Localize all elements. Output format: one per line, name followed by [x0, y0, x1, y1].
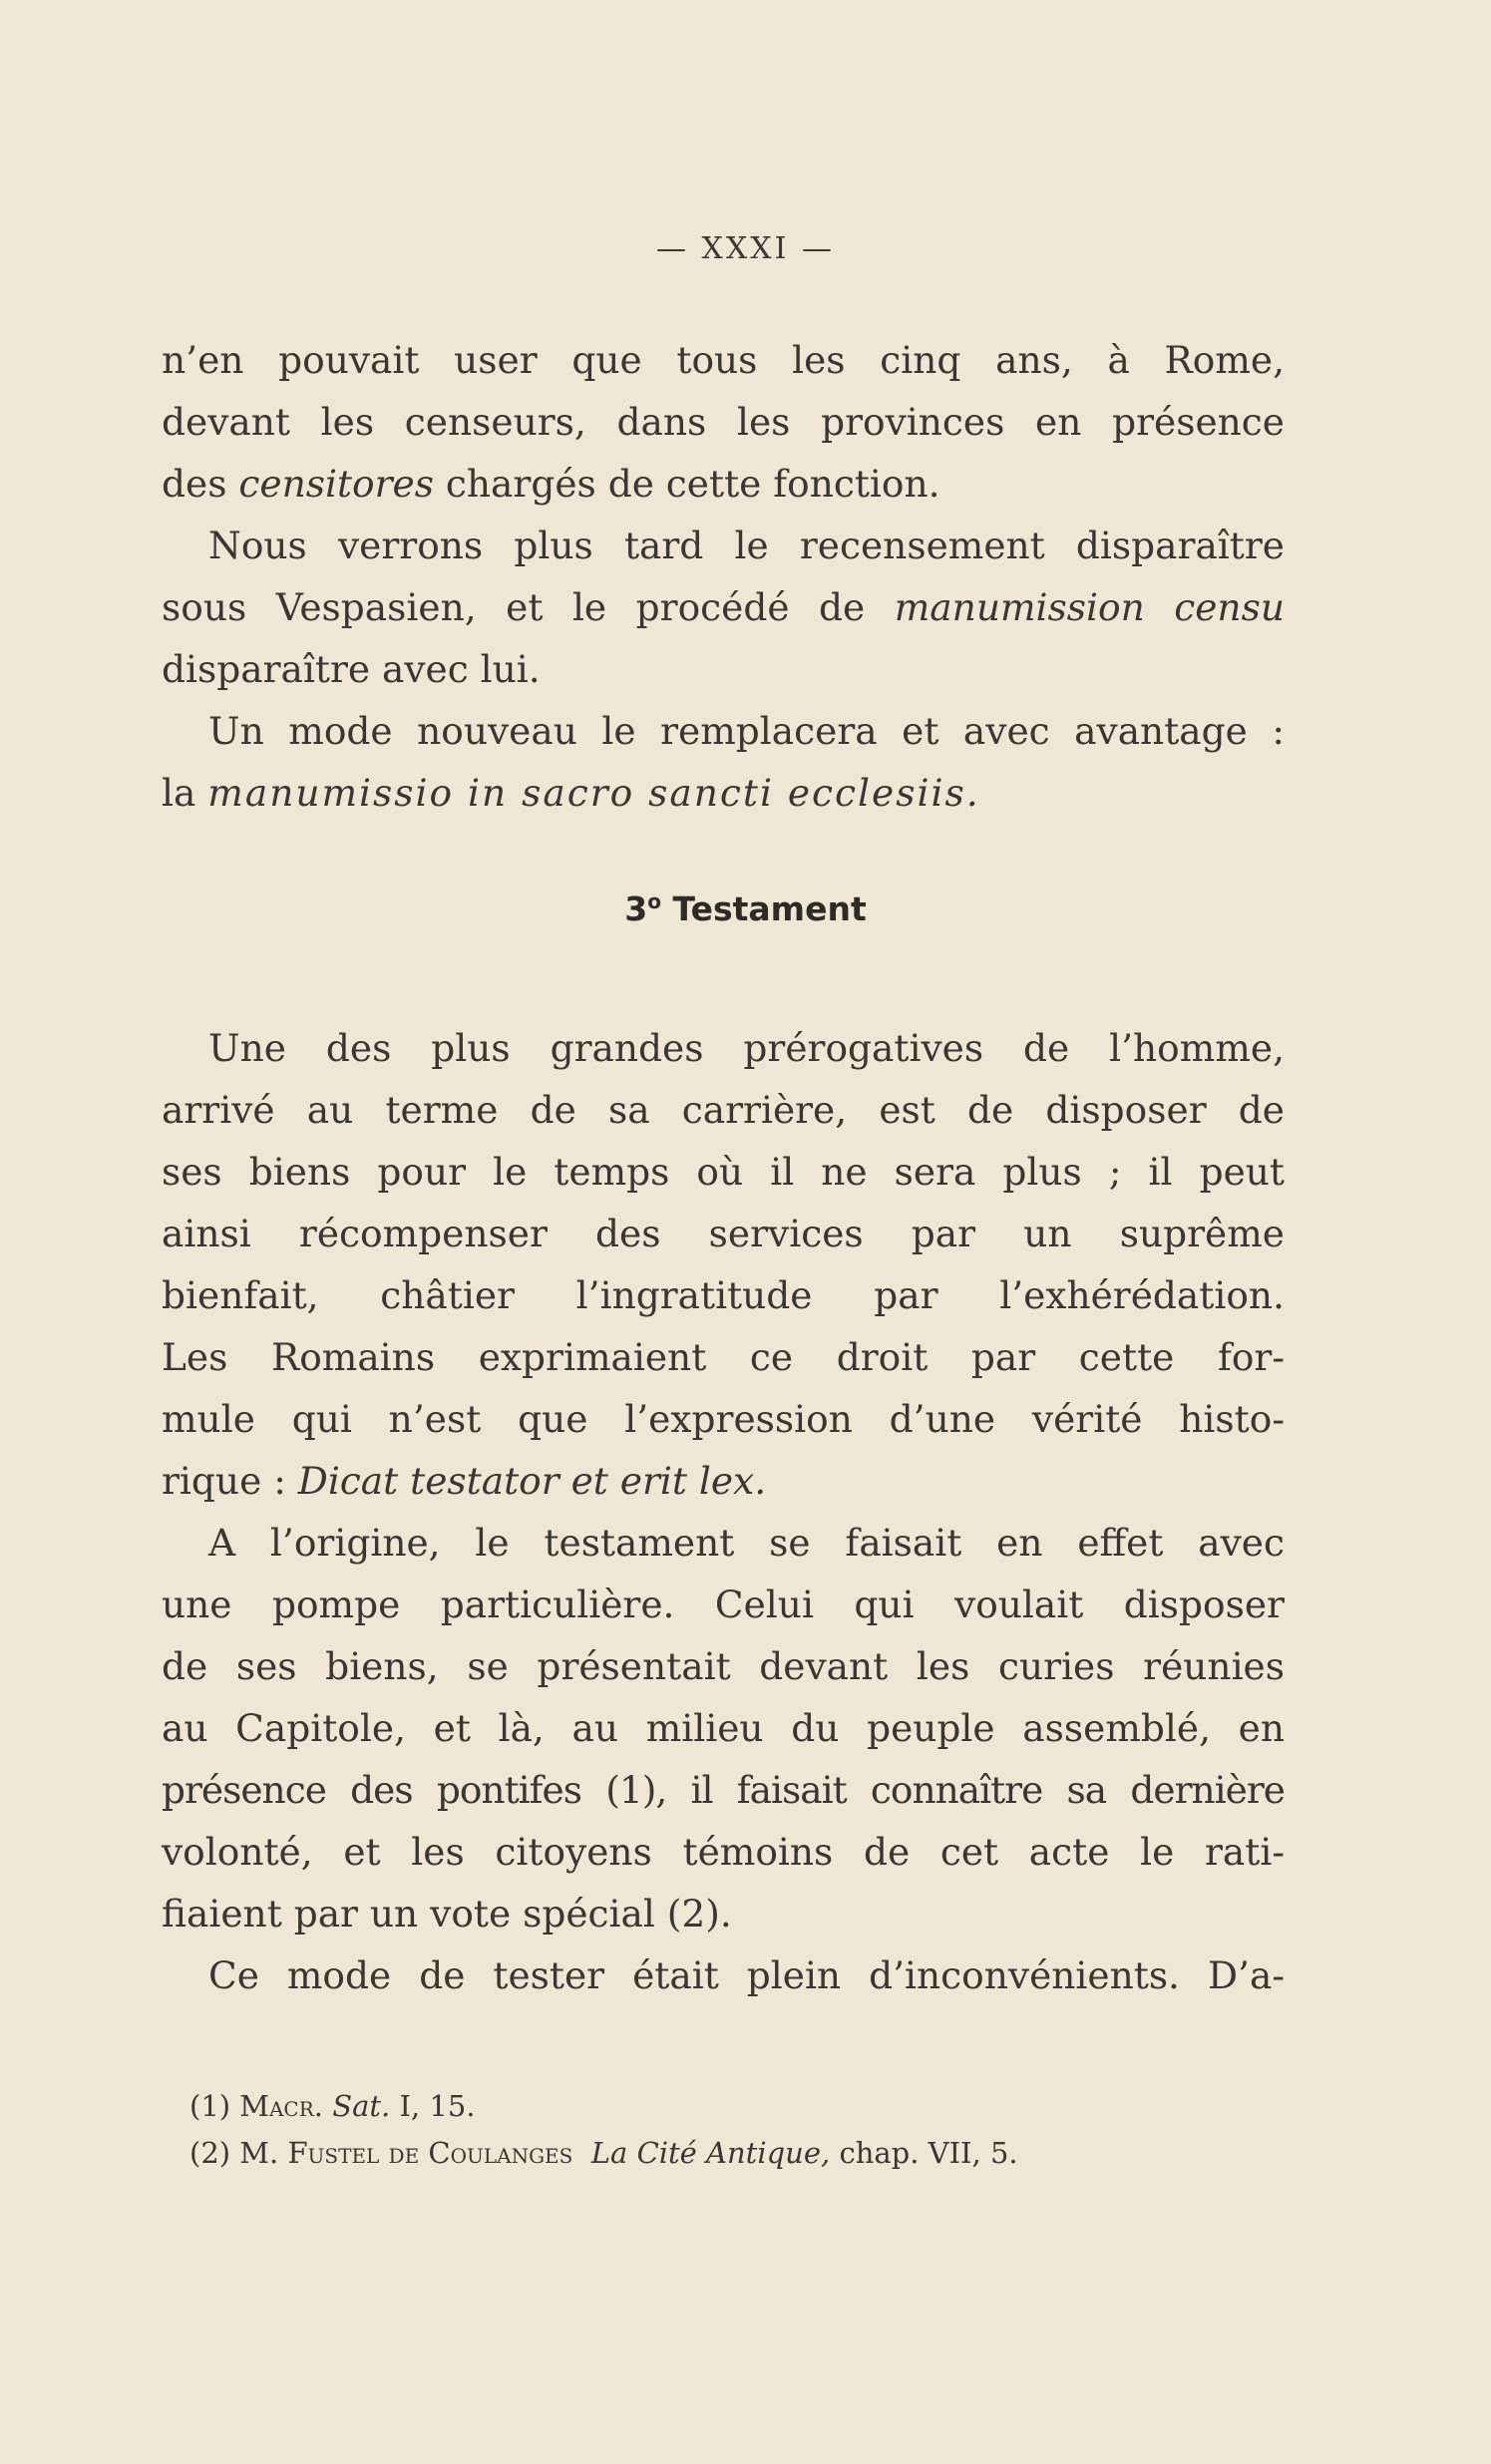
text-line: une pompe particulière. Celui qui voulait disposer — [162, 1583, 1285, 1626]
text-line: Les Romains exprimaient ce droit par cette for- — [162, 1335, 1285, 1379]
text-line: fiaient par un vote spécial (2). — [162, 1892, 732, 1936]
text-line: disparaître avec lui. — [162, 647, 541, 691]
text-line: n’en pouvait user que tous les cinq ans, à Rome, — [162, 338, 1285, 382]
text-line: volonté, et les citoyens témoins de cet acte le rati- — [162, 1830, 1285, 1874]
text-line: A l’origine, le testament se faisait en effet avec — [208, 1521, 1285, 1565]
section-title-text: Testament — [661, 889, 867, 928]
text-line: devant les censeurs, dans les provinces en présence — [162, 400, 1285, 444]
text-line — [162, 1450, 1285, 1512]
text-line: arrivé au terme de sa carrière, est de disposer de — [162, 1088, 1285, 1132]
footnote-marker: (1) — [189, 2089, 240, 2123]
footnote-work: Sat. — [332, 2089, 391, 2123]
italic-term: manumissio in sacro sancti ecclesiis. — [207, 771, 980, 815]
text-span: chargés de cette fonction. — [433, 462, 940, 506]
footnote-ref: chap. VII, 5. — [830, 2136, 1018, 2170]
section-heading — [0, 889, 1491, 928]
footnote-author: Fustel de Coulanges — [287, 2136, 573, 2170]
text-line: ses biens pour le temps où il ne sera plus ; il peut — [162, 1150, 1285, 1194]
text-line: mule qui n’est que l’expression d’une vérité histo- — [162, 1397, 1285, 1441]
text-span — [572, 2136, 590, 2170]
text-line — [162, 762, 1285, 824]
footnote-ref: I, 15. — [390, 2089, 476, 2123]
text-line: ainsi récompenser des services par un suprême — [162, 1212, 1285, 1255]
text-line: présence des pontifes (1), il faisait connaître sa dernière — [162, 1768, 1285, 1812]
text-line: Nous verrons plus tard le recensement disparaître — [208, 524, 1285, 567]
text-line: bienfait, châtier l’ingratitude par l’exhérédation. — [162, 1273, 1285, 1317]
footnote-author: Macr. — [239, 2089, 324, 2123]
footnote-marker: (2) M. — [189, 2136, 288, 2170]
text-line: Ce mode de tester était plein d’inconvénients. D’a- — [208, 1953, 1285, 1997]
text-span: la — [162, 771, 208, 815]
text-line: au Capitole, et là, au milieu du peuple assemblé, en — [162, 1706, 1285, 1750]
italic-term: manumission censu — [894, 585, 1285, 629]
text-span: rique : — [162, 1459, 298, 1503]
footnote-1 — [189, 2084, 476, 2128]
text-span: des — [162, 462, 239, 506]
text-line: Une des plus grandes prérogatives de l’homme, — [208, 1026, 1285, 1070]
footnote-work: La Cité Antique, — [590, 2136, 831, 2170]
text-line: Un mode nouveau le remplacera et avec avantage : — [208, 709, 1285, 753]
footnote-2 — [189, 2131, 1018, 2175]
italic-term: censitores — [238, 462, 434, 506]
section-number-superscript: o — [647, 889, 661, 913]
page-header: — XXXI — — [656, 231, 835, 266]
text-line: de ses biens, se présentait devant les curies réunies — [162, 1644, 1285, 1688]
text-span — [323, 2089, 332, 2123]
text-span: sous Vespasien, et le procédé de — [162, 585, 895, 629]
italic-term: Dicat testator et erit lex. — [297, 1459, 767, 1503]
section-number: 3 — [624, 889, 648, 928]
text-line — [162, 453, 1285, 515]
text-line — [162, 576, 1285, 638]
